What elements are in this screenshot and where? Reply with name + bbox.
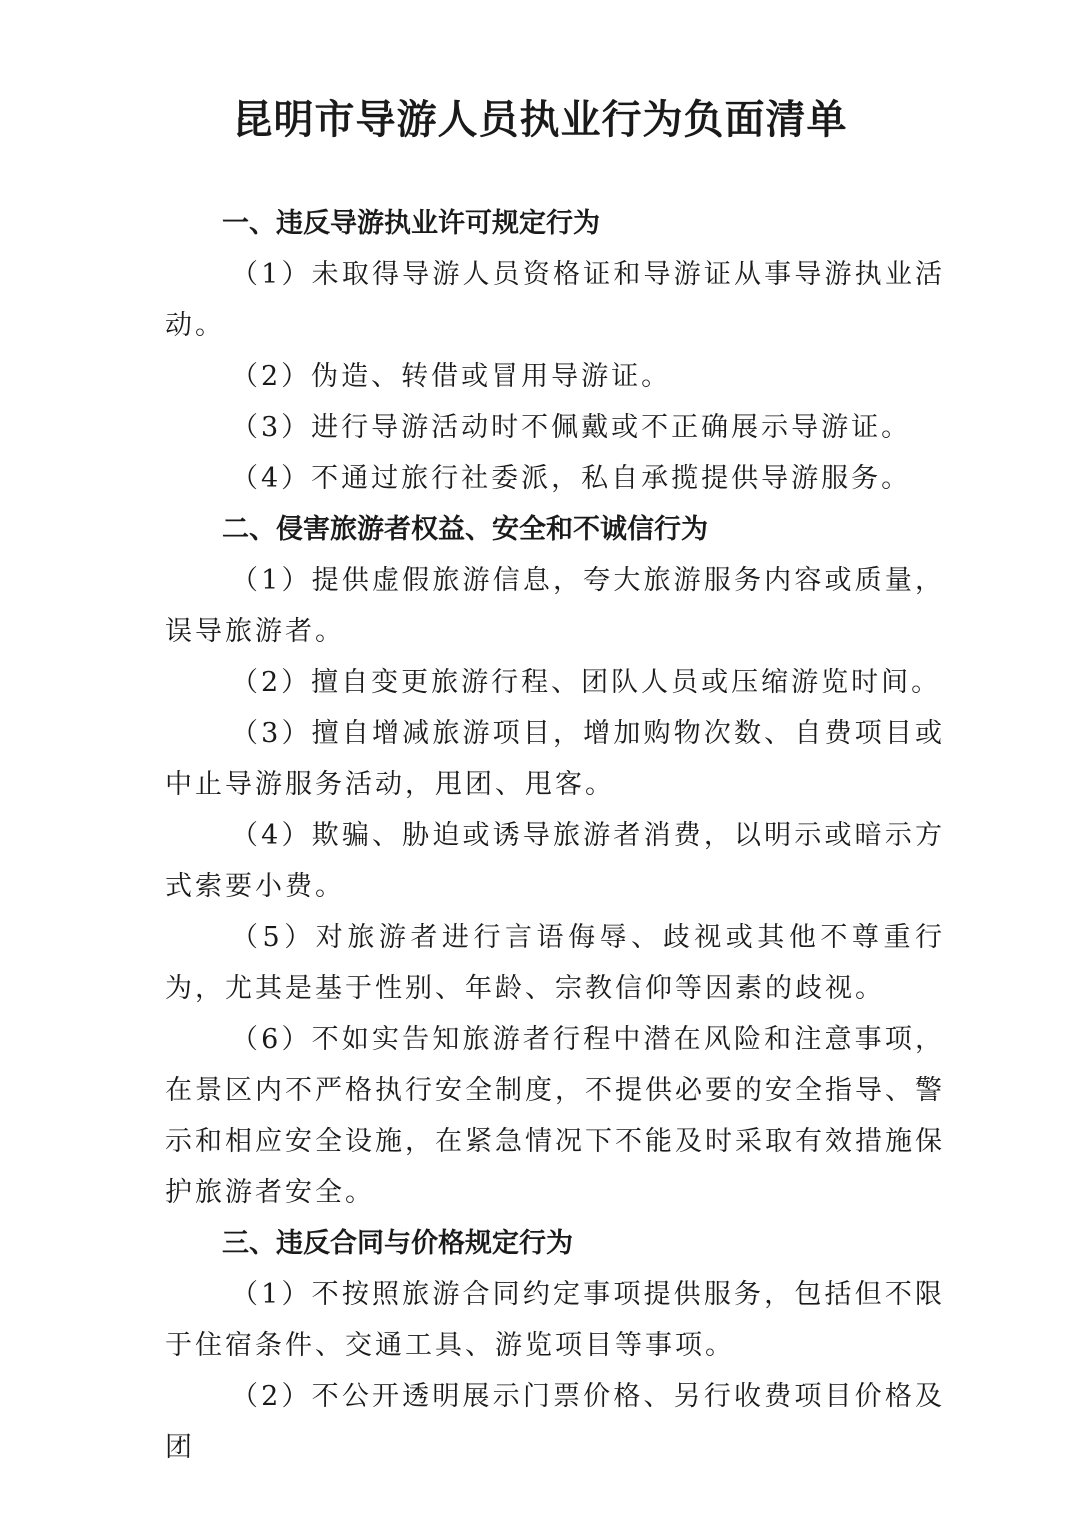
list-item: （3）进行导游活动时不佩戴或不正确展示导游证。: [231, 412, 912, 443]
section-heading: 三、违反合同与价格规定行为: [222, 1228, 573, 1259]
section-1: [165, 198, 945, 504]
list-item: （6）不如实告知旅游者行程中潜在风险和注意事项，在景区内不严格执行安全制度，不提供必要的安全指导、警示和相应安全设施，在紧急情况下不能及时采取有效措施保护旅游者安全。: [165, 1024, 945, 1208]
list-item: （3）擅自增减旅游项目，增加购物次数、自费项目或中止导游服务活动，甩团、甩客。: [165, 718, 945, 800]
list-item: （1）未取得导游人员资格证和导游证从事导游执业活动。: [165, 259, 945, 341]
list-item: （4）欺骗、胁迫或诱导旅游者消费，以明示或暗示方式索要小费。: [165, 820, 945, 902]
list-item: （2）伪造、转借或冒用导游证。: [231, 361, 672, 392]
list-item: （2）不公开透明展示门票价格、另行收费项目价格及团: [165, 1381, 945, 1463]
list-item: （4）不通过旅行社委派，私自承揽提供导游服务。: [231, 463, 912, 494]
page-title: 昆明市导游人员执业行为负面清单: [232, 96, 848, 143]
list-item: （5）对旅游者进行言语侮辱、歧视或其他不尊重行为，尤其是基于性别、年龄、宗教信仰等因素的歧视。: [165, 922, 945, 1004]
section-2: [165, 504, 945, 1218]
section-3: [165, 1218, 945, 1473]
document-body: [165, 198, 945, 1473]
list-item: （2）擅自变更旅游行程、团队人员或压缩游览时间。: [231, 667, 942, 698]
section-heading: 二、侵害旅游者权益、安全和不诚信行为: [222, 514, 708, 545]
section-heading: 一、违反导游执业许可规定行为: [222, 208, 600, 239]
list-item: （1）提供虚假旅游信息，夸大旅游服务内容或质量，误导旅游者。: [165, 565, 945, 647]
list-item: （1）不按照旅游合同约定事项提供服务，包括但不限于住宿条件、交通工具、游览项目等事项。: [165, 1279, 945, 1361]
